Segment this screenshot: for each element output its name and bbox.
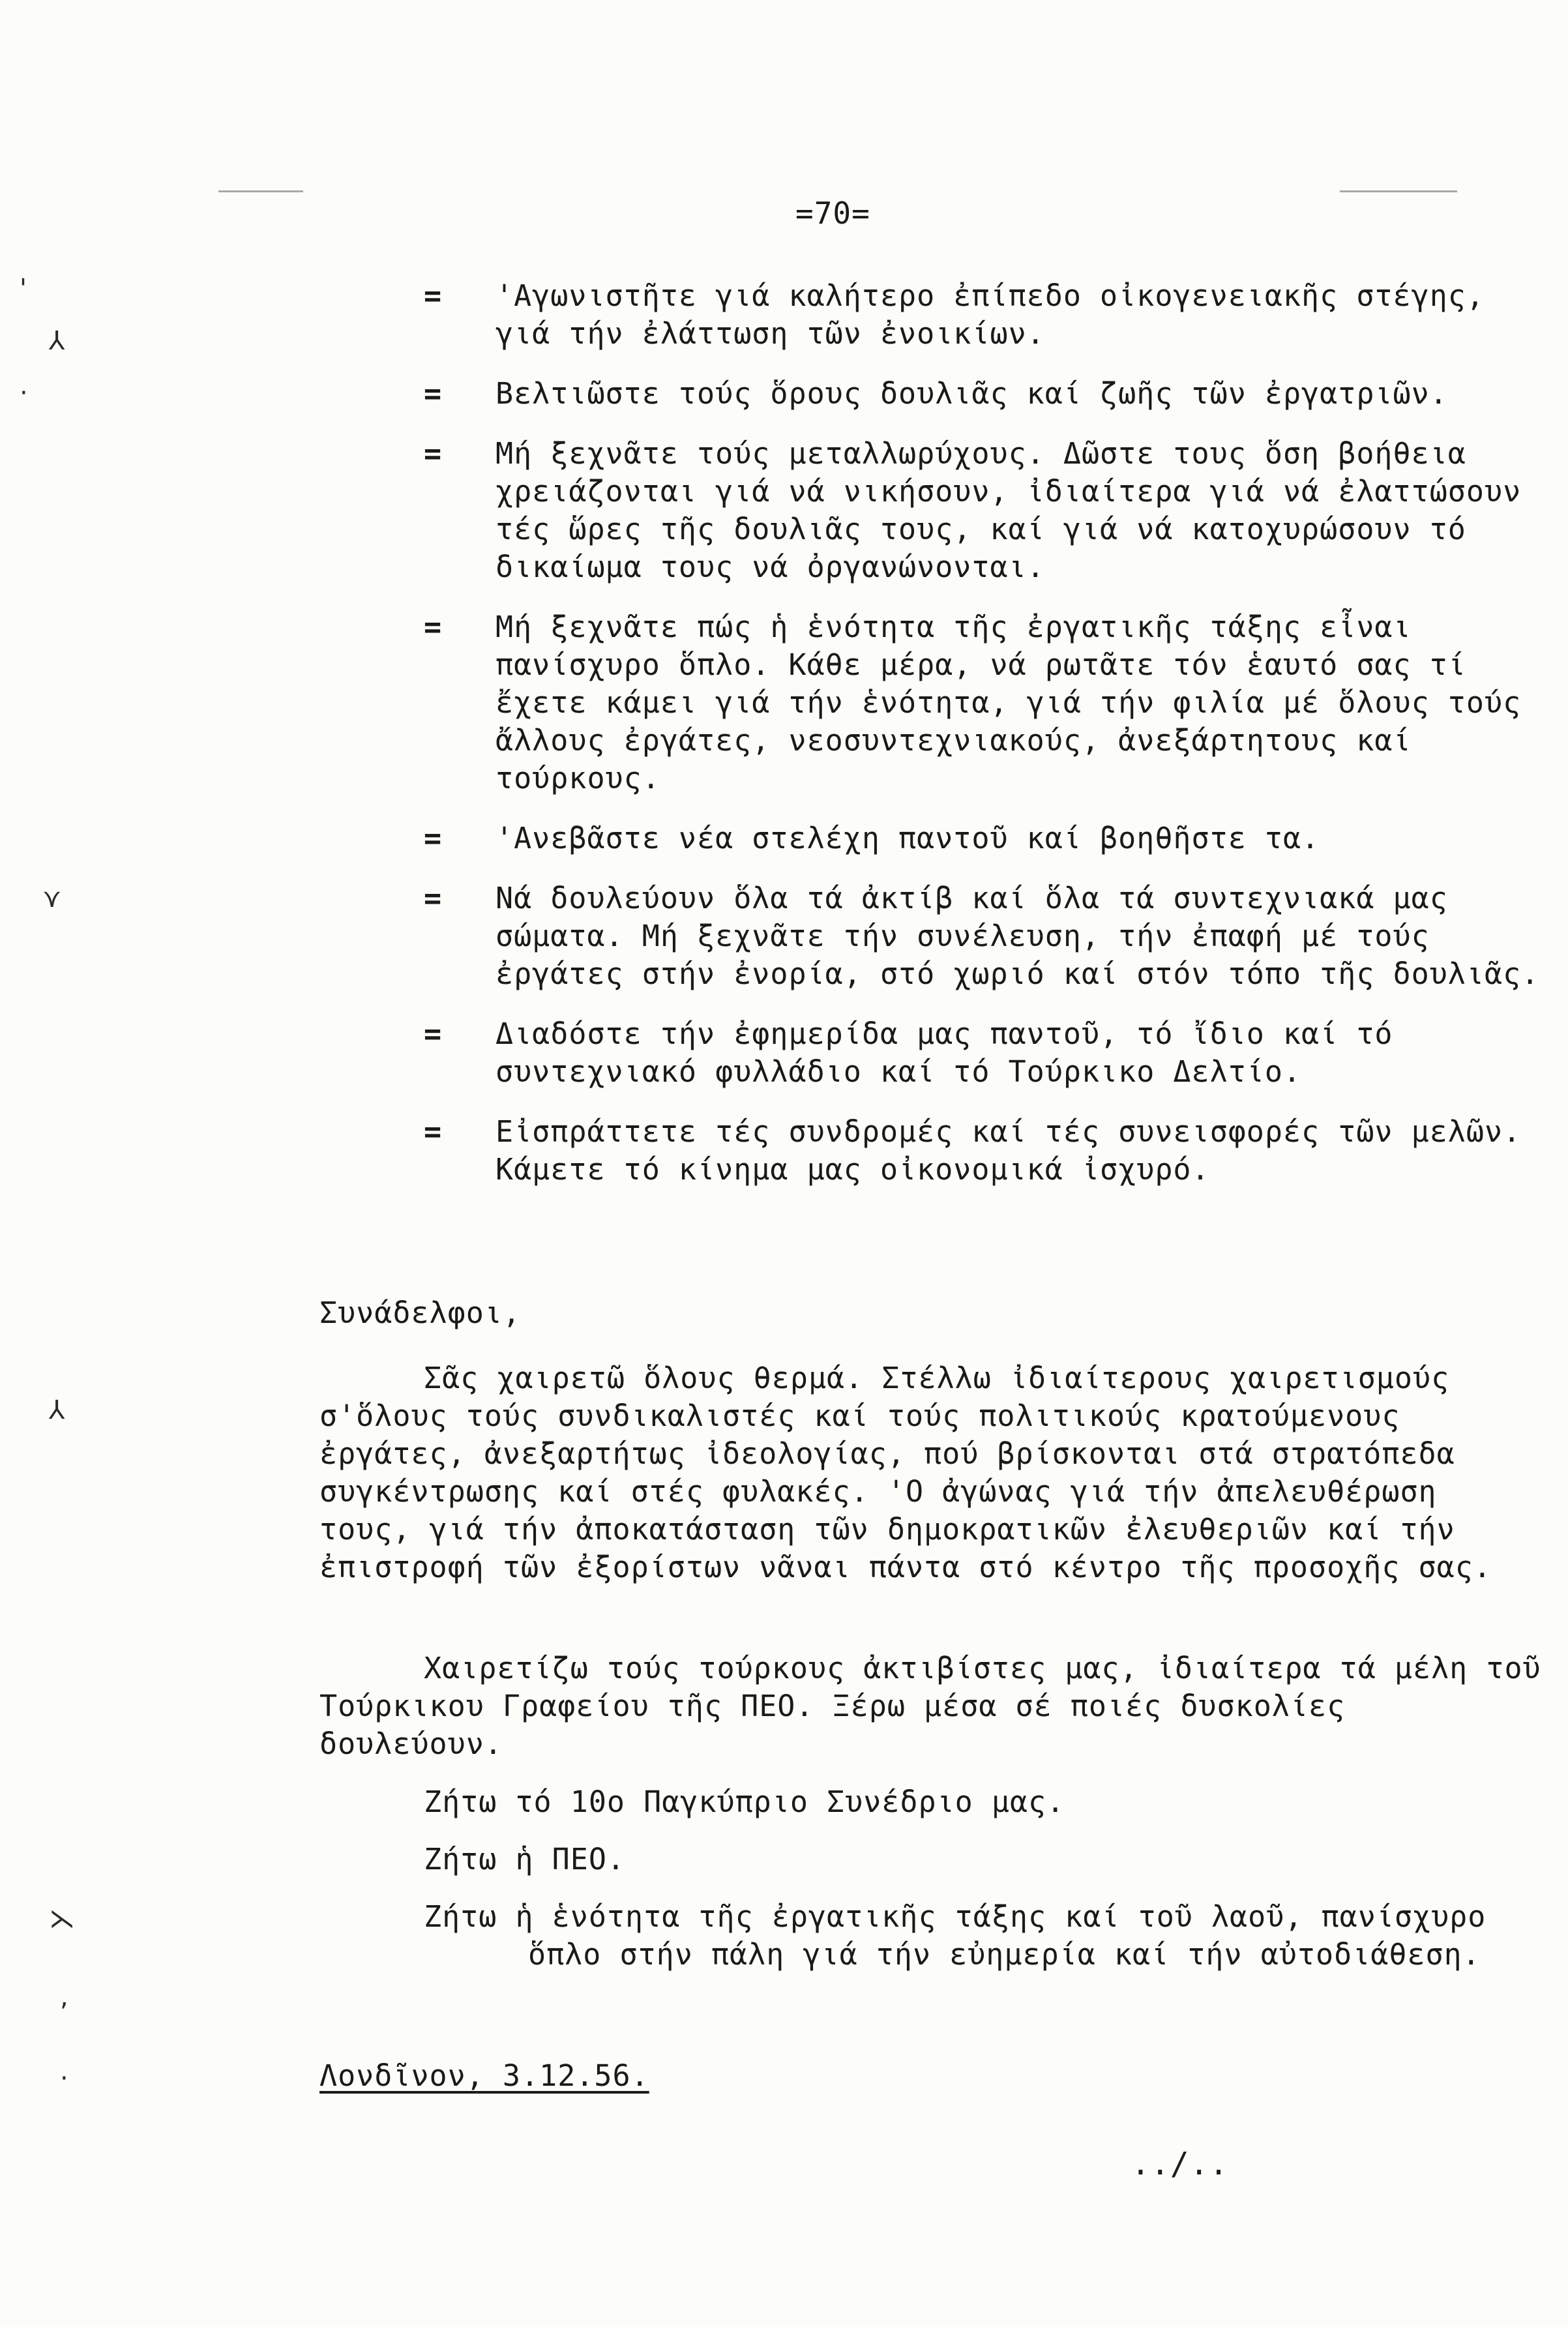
bullet-text: 'Αγωνιστῆτε γιά καλήτερο ἐπίπεδο οἰκογενειακῆς στέγης, γιά τήν ἐλάττωση τῶν ἐνοικίων. xyxy=(496,278,1485,351)
bullet-text: Μή ξεχνᾶτε πώς ἡ ἑνότητα τῆς ἐργατικῆς τάξης εἶναι πανίσχυρο ὅπλο. Κάθε μέρα, νά ρωτᾶτε τόν ἑαυτό σας τί ἔχετε κάμει γιά τήν ἑνότητα, γιά τήν φιλία μέ ὅλους τούς ἄλλους ἐργάτες, νεοσυντεχνιακούς, ἀνεξάρτητους καί τούρκους. xyxy=(496,610,1522,795)
bullet-text: 'Ανεβᾶστε νέα στελέχη παντοῦ καί βοηθῆστε τα. xyxy=(496,821,1320,855)
bullet-text: Διαδόστε τήν ἐφημερίδα μας παντοῦ, τό ἴδιο καί τό συντεχνιακό φυλλάδιο καί τό Τούρκικο Δελτίο. xyxy=(496,1016,1393,1089)
margin-mark: ⅄ xyxy=(49,326,65,356)
bullet-mark: = xyxy=(424,436,443,471)
list-item xyxy=(424,608,1545,797)
bullet-mark: = xyxy=(424,1016,443,1051)
page-number: =70= xyxy=(795,196,870,231)
paragraph-turkish-activists: Χαιρετίζω τούς τούρκους ἀκτιβίστες μας, ἰδιαίτερα τά μέλη τοῦ Τούρκικου Γραφείου τῆς ΠΕΟ. Ξέρω μέσα σέ ποιές δυσκολίες δουλεύουν. xyxy=(319,1651,1541,1761)
margin-mark: ' xyxy=(20,274,27,304)
bullet-text: Νά δουλεύουν ὅλα τά ἀκτίβ καί ὅλα τά συντεχνιακά μας σώματα. Μή ξεχνᾶτε τήν συνέλευση, τήν ἐπαφή μέ τούς ἐργάτες στήν ἐνορία, στό χωριό καί στόν τόπο τῆς δουλιᾶς. xyxy=(496,881,1540,991)
bullet-mark: = xyxy=(424,376,443,411)
slogan-list xyxy=(424,1783,1545,1993)
bullet-mark: = xyxy=(424,610,443,644)
salutation: Συνάδελφοι, xyxy=(319,1296,522,1330)
slogan: Ζήτω ἡ ΠΕΟ. xyxy=(424,1842,626,1876)
margin-mark: , xyxy=(60,1982,68,2012)
list-item xyxy=(424,435,1545,586)
list-item xyxy=(424,277,1545,353)
bullet-text: Βελτιῶστε τούς ὅρους δουλιᾶς καί ζωῆς τῶν ἐργατριῶν. xyxy=(496,376,1448,411)
list-item xyxy=(424,1015,1545,1091)
place-date: Λονδῖνον, 3.12.56. xyxy=(319,2058,649,2093)
margin-mark: ⋋ xyxy=(49,1904,75,1934)
margin-mark: ⅄ xyxy=(49,1395,65,1425)
bullet-text: Μή ξεχνᾶτε τούς μεταλλωρύχους. Δῶστε τους ὅση βοήθεια χρειάζονται γιά νά νικήσουν, ἰδιαίτερα γιά νά ἐλαττώσουν τές ὥρες τῆς δουλιᾶς τους, καί γιά νά κατοχυρώσουν τό δικαίωμα τους νά ὀργανώνονται. xyxy=(496,436,1522,584)
top-rule-left xyxy=(218,190,303,192)
slogan: Ζήτω ἡ ἑνότητα τῆς ἐργατικῆς τάξης καί τοῦ λαοῦ, πανίσχυρο ὅπλο στήν πάλη γιά τήν εὐημερία καί τήν αὐτοδιάθεση. xyxy=(424,1899,1487,1972)
bullet-mark: = xyxy=(424,278,443,313)
slogan: Ζήτω τό 10ο Παγκύπριο Συνέδριο μας. xyxy=(424,1785,1065,1819)
list-item xyxy=(424,1113,1545,1189)
margin-mark: ⋎ xyxy=(42,883,62,913)
list-item xyxy=(424,820,1545,857)
list-item xyxy=(424,880,1545,993)
continuation-mark: ../.. xyxy=(1131,2146,1229,2182)
top-rule-right xyxy=(1340,190,1457,192)
bullet-mark: = xyxy=(424,821,443,855)
paragraph-greetings: Σᾶς χαιρετῶ ὅλους θερμά. Στέλλω ἰδιαίτερους χαιρετισμούς σ'ὅλους τούς συνδικαλιστές καί τούς πολιτικούς κρατούμενους ἐργάτες, ἀνεξαρτήτως ἰδεολογίας, πού βρίσκονται στά στρατόπεδα συγκέντρωσης καί στές φυλακές. 'Ο ἀγώνας γιά τήν ἀπελευθέρωση τους, γιά τήν ἀποκατάσταση τῶν δημοκρατικῶν ἐλευθεριῶν καί τήν ἐπιστροφή τῶν ἐξορίστων νᾶναι πάντα στό κέντρο τῆς προσοχῆς σας. xyxy=(319,1361,1492,1584)
margin-mark: · xyxy=(60,2064,68,2094)
bullet-mark: = xyxy=(424,1114,443,1149)
bullet-mark: = xyxy=(424,881,443,915)
list-item xyxy=(424,375,1545,413)
bullet-text: Εἰσπράττετε τές συνδρομές καί τές συνεισφορές τῶν μελῶν. Κάμετε τό κίνημα μας οἰκονομικά ἰσχυρό. xyxy=(496,1114,1522,1187)
margin-mark: · xyxy=(20,378,28,408)
bullet-list xyxy=(424,277,1545,1211)
